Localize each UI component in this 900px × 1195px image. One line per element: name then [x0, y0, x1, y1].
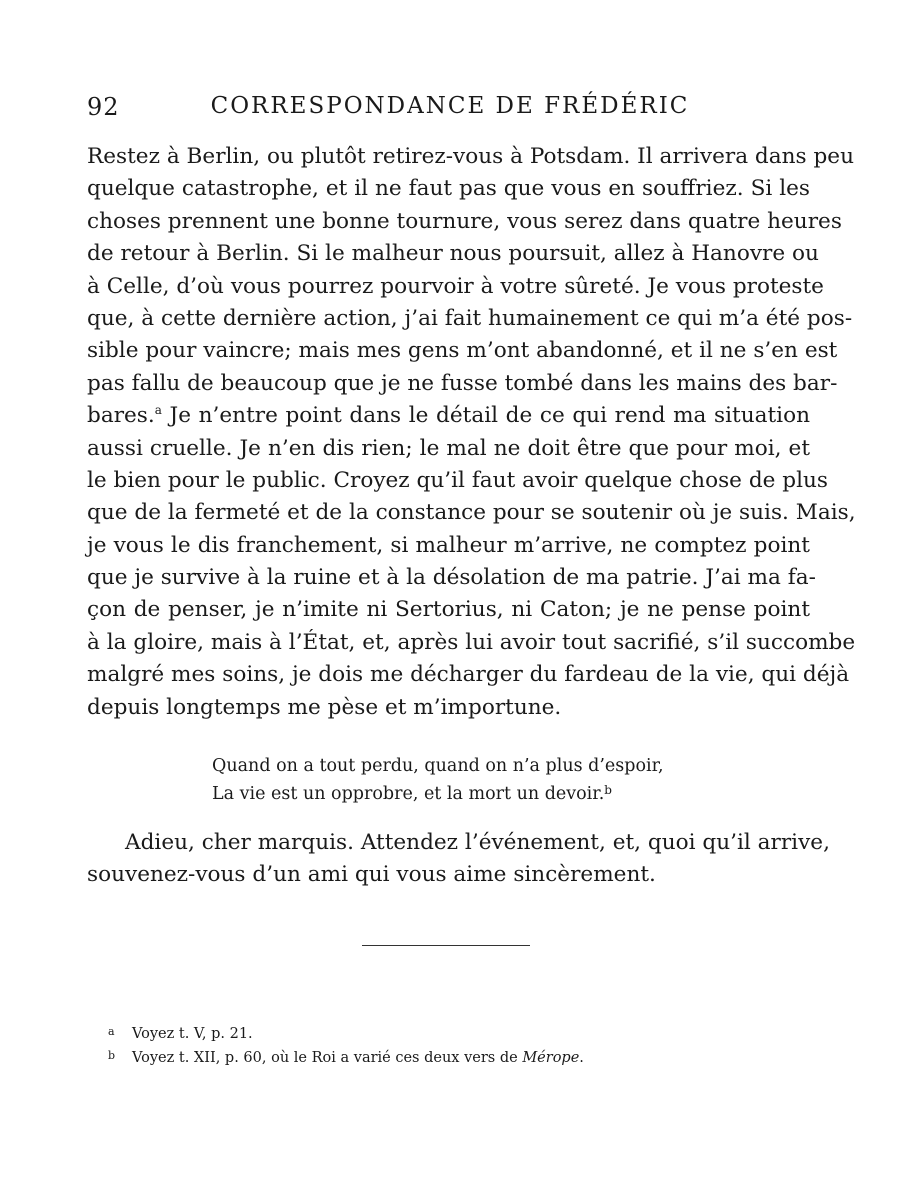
body-line: depuis longtemps me pèse et m’importune.: [87, 694, 562, 720]
body-line: malgré mes soins, je dois me décharger du fardeau de la vie, qui déjà: [87, 662, 850, 688]
verse-quotation: [212, 752, 692, 808]
body-line-with-footnote: [87, 400, 810, 432]
line-rest: Je n’entre point dans le détail de ce qui rend ma situation: [169, 403, 811, 429]
body-line: je vous le dis franchement, si malheur m’arrive, ne comptez point: [87, 532, 810, 558]
body-line: sible pour vaincre; mais mes gens m’ont abandonné, et il ne s’en est: [87, 338, 838, 364]
running-header: [0, 93, 900, 127]
body-line: choses prennent une bonne tournure, vous serez dans quatre heures: [87, 208, 842, 234]
verse-line: Quand on a tout perdu, quand on n’a plus d’espoir,: [212, 756, 664, 776]
footnote-mark: a: [108, 1025, 115, 1038]
body-line: pas fallu de beaucoup que je ne fusse tombé dans les mains des bar-: [87, 370, 838, 396]
closing-paragraph: [87, 827, 830, 892]
letter-body: [87, 141, 856, 724]
line-start: bares.: [87, 403, 155, 429]
body-line: que je survive à la ruine et à la désolation de ma patrie. J’ai ma fa-: [87, 565, 816, 591]
closing-line: souvenez-vous d’un ami qui vous aime sincèrement.: [87, 862, 656, 888]
body-line: çon de penser, je n’imite ni Sertorius, ni Caton; je ne pense point: [87, 597, 810, 623]
body-line: que, à cette dernière action, j’ai fait humainement ce qui m’a été pos-: [87, 305, 853, 331]
section-divider: [362, 945, 530, 946]
page-number: 92: [87, 93, 120, 121]
footnotes: [108, 1020, 808, 1068]
footnote-ref-a[interactable]: a: [154, 403, 162, 418]
body-line: le bien pour le public. Croyez qu’il faut avoir quelque chose de plus: [87, 467, 828, 493]
footnote-italic-title: Mérope: [522, 1050, 580, 1066]
footnote-text: Voyez t. V, p. 21.: [132, 1026, 253, 1042]
footnote-text: Voyez t. XII, p. 60, où le Roi a varié ces deux vers de: [132, 1050, 523, 1066]
verse-line-with-footnote: [212, 780, 692, 808]
footnote-ref-b[interactable]: b: [604, 783, 612, 797]
body-line: Restez à Berlin, ou plutôt retirez-vous à Potsdam. Il arrivera dans peu: [87, 144, 854, 169]
body-line: que de la fermeté et de la constance pour se soutenir où je suis. Mais,: [87, 500, 856, 526]
body-line: quelque catastrophe, et il ne faut pas que vous en souffriez. Si les: [87, 176, 810, 202]
running-title: CORRESPONDANCE DE FRÉDÉRIC: [210, 93, 690, 119]
footnote-b: [108, 1044, 808, 1068]
verse-text: La vie est un opprobre, et la mort un devoir.: [212, 784, 605, 804]
body-line: à la gloire, mais à l’État, et, après lui avoir tout sacrifié, s’il succombe: [87, 629, 856, 655]
footnote-a: [108, 1020, 808, 1044]
body-line: de retour à Berlin. Si le malheur nous poursuit, allez à Hanovre ou: [87, 241, 819, 267]
footnote-mark: b: [108, 1049, 116, 1062]
body-line: aussi cruelle. Je n’en dis rien; le mal ne doit être que pour moi, et: [87, 435, 810, 461]
closing-line: Adieu, cher marquis. Attendez l’événement, et, quoi qu’il arrive,: [125, 830, 830, 855]
body-line: à Celle, d’où vous pourrez pourvoir à votre sûreté. Je vous proteste: [87, 273, 824, 299]
footnote-end: .: [579, 1050, 584, 1066]
